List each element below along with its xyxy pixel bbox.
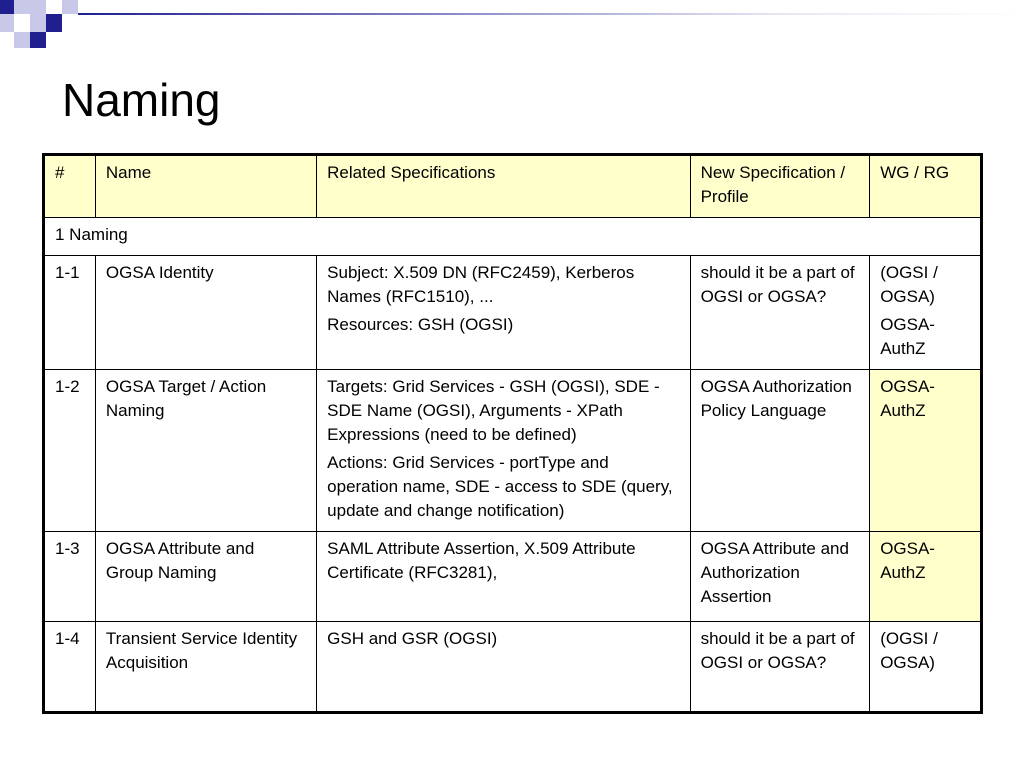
row-profile: should it be a part of OGSI or OGSA?	[690, 256, 870, 370]
slide-title: Naming	[62, 74, 221, 126]
decor-square	[30, 32, 46, 48]
row-specs	[317, 622, 690, 713]
spec-text: SAML Attribute Assertion, X.509 Attribute Certificate (RFC3281),	[327, 539, 636, 582]
row-profile: should it be a part of OGSI or OGSA?	[690, 622, 870, 713]
row-wg	[870, 532, 982, 622]
wg-text: OGSA-AuthZ	[880, 377, 935, 420]
spec-text: Targets: Grid Services - GSH (OGSI), SDE - SDE Name (OGSI), Arguments - XPath Expressions (need to be defined)	[327, 377, 660, 444]
decor-square	[14, 14, 30, 32]
row-profile: OGSA Authorization Policy Language	[690, 370, 870, 532]
wg-text: OGSA-AuthZ	[880, 315, 935, 358]
row-specs	[317, 256, 690, 370]
table-header-row	[44, 155, 982, 218]
row-number: 1-2	[44, 370, 96, 532]
spec-text: GSH and GSR (OGSI)	[327, 629, 498, 648]
row-number: 1-1	[44, 256, 96, 370]
row-wg	[870, 622, 982, 713]
row-specs	[317, 532, 690, 622]
table-row	[44, 370, 982, 532]
column-header-new-spec: New Specification / Profile	[690, 155, 870, 218]
row-profile: OGSA Attribute and Authorization Assertion	[690, 532, 870, 622]
wg-text: (OGSI / OGSA)	[880, 629, 938, 672]
spec-text: Actions: Grid Services - portType and operation name, SDE - access to SDE (query, update and change notification)	[327, 453, 673, 520]
column-header-related-specs: Related Specifications	[317, 155, 690, 218]
row-wg	[870, 256, 982, 370]
row-name: OGSA Attribute and Group Naming	[95, 532, 316, 622]
decor-square	[0, 0, 14, 14]
decor-square	[46, 0, 62, 14]
section-label: 1 Naming	[44, 218, 982, 256]
wg-text: OGSA-AuthZ	[880, 539, 935, 582]
decor-square	[30, 14, 46, 32]
row-number: 1-3	[44, 532, 96, 622]
wg-text: (OGSI / OGSA)	[880, 263, 938, 306]
row-name: OGSA Target / Action Naming	[95, 370, 316, 532]
decor-square	[14, 32, 30, 48]
row-name: Transient Service Identity Acquisition	[95, 622, 316, 713]
row-number: 1-4	[44, 622, 96, 713]
decor-square	[0, 14, 14, 32]
section-row	[44, 218, 982, 256]
spec-text: Subject: X.509 DN (RFC2459), Kerberos Names (RFC1510), ...	[327, 263, 635, 306]
title-divider-line	[78, 13, 1024, 15]
column-header-number: #	[44, 155, 96, 218]
decor-square	[62, 0, 78, 14]
row-wg	[870, 370, 982, 532]
table-row	[44, 622, 982, 713]
table-row	[44, 532, 982, 622]
decor-square	[46, 14, 62, 32]
row-name: OGSA Identity	[95, 256, 316, 370]
column-header-wg-rg: WG / RG	[870, 155, 982, 218]
row-specs	[317, 370, 690, 532]
spec-text: Resources: GSH (OGSI)	[327, 315, 514, 334]
naming-table	[42, 153, 983, 714]
column-header-name: Name	[95, 155, 316, 218]
decor-square	[14, 0, 46, 14]
table-row	[44, 256, 982, 370]
